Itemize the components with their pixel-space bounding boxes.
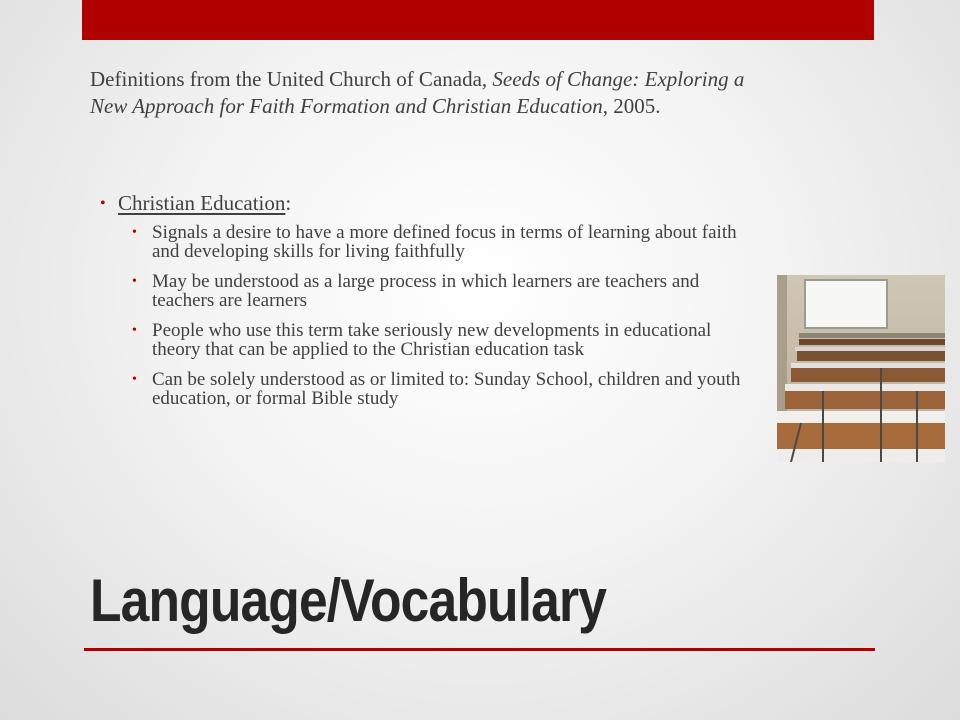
sub-bullet-dot-icon: • <box>132 274 137 289</box>
sub-bullet-text: People who use this term take seriously new developments in educational theory that can be applied to the Christian education task <box>152 320 712 360</box>
classroom-photo <box>777 275 945 462</box>
sub-bullet <box>132 272 750 310</box>
sub-bullet <box>132 321 750 359</box>
sub-bullet-dot-icon: • <box>132 225 137 240</box>
title-underline-rule <box>84 648 875 651</box>
bullet-christian-education <box>100 190 750 408</box>
sub-bullet-text: Signals a desire to have a more defined focus in terms of learning about faith and developing skills for living faithfully <box>152 222 737 262</box>
intro-book-title: Seeds of Change: Exploring a New Approach for Faith Formation and Christian Education <box>90 67 745 118</box>
sub-bullet-text: May be understood as a large process in which learners are teachers and teachers are learners <box>152 271 700 311</box>
sub-bullet-dot-icon: • <box>132 323 137 338</box>
term-heading: Christian Education <box>118 191 286 215</box>
sub-bullet <box>132 370 750 408</box>
intro-text <box>90 66 750 120</box>
sub-bullet-text: Can be solely understood as or limited to: Sunday School, children and youth education, or formal Bible study <box>152 369 741 409</box>
sub-bullet-dot-icon: • <box>132 372 137 387</box>
page-title: Language/Vocabulary <box>90 567 607 634</box>
bullet-dot-icon: • <box>100 195 106 212</box>
intro-tail: , 2005. <box>602 94 661 118</box>
intro-lead: Definitions from the United Church of Canada, <box>90 67 493 91</box>
sub-bullet <box>132 223 750 261</box>
term-colon: : <box>285 191 292 215</box>
sub-bullet-list <box>118 223 750 408</box>
accent-top-bar <box>82 0 874 40</box>
bullet-list <box>100 190 750 419</box>
